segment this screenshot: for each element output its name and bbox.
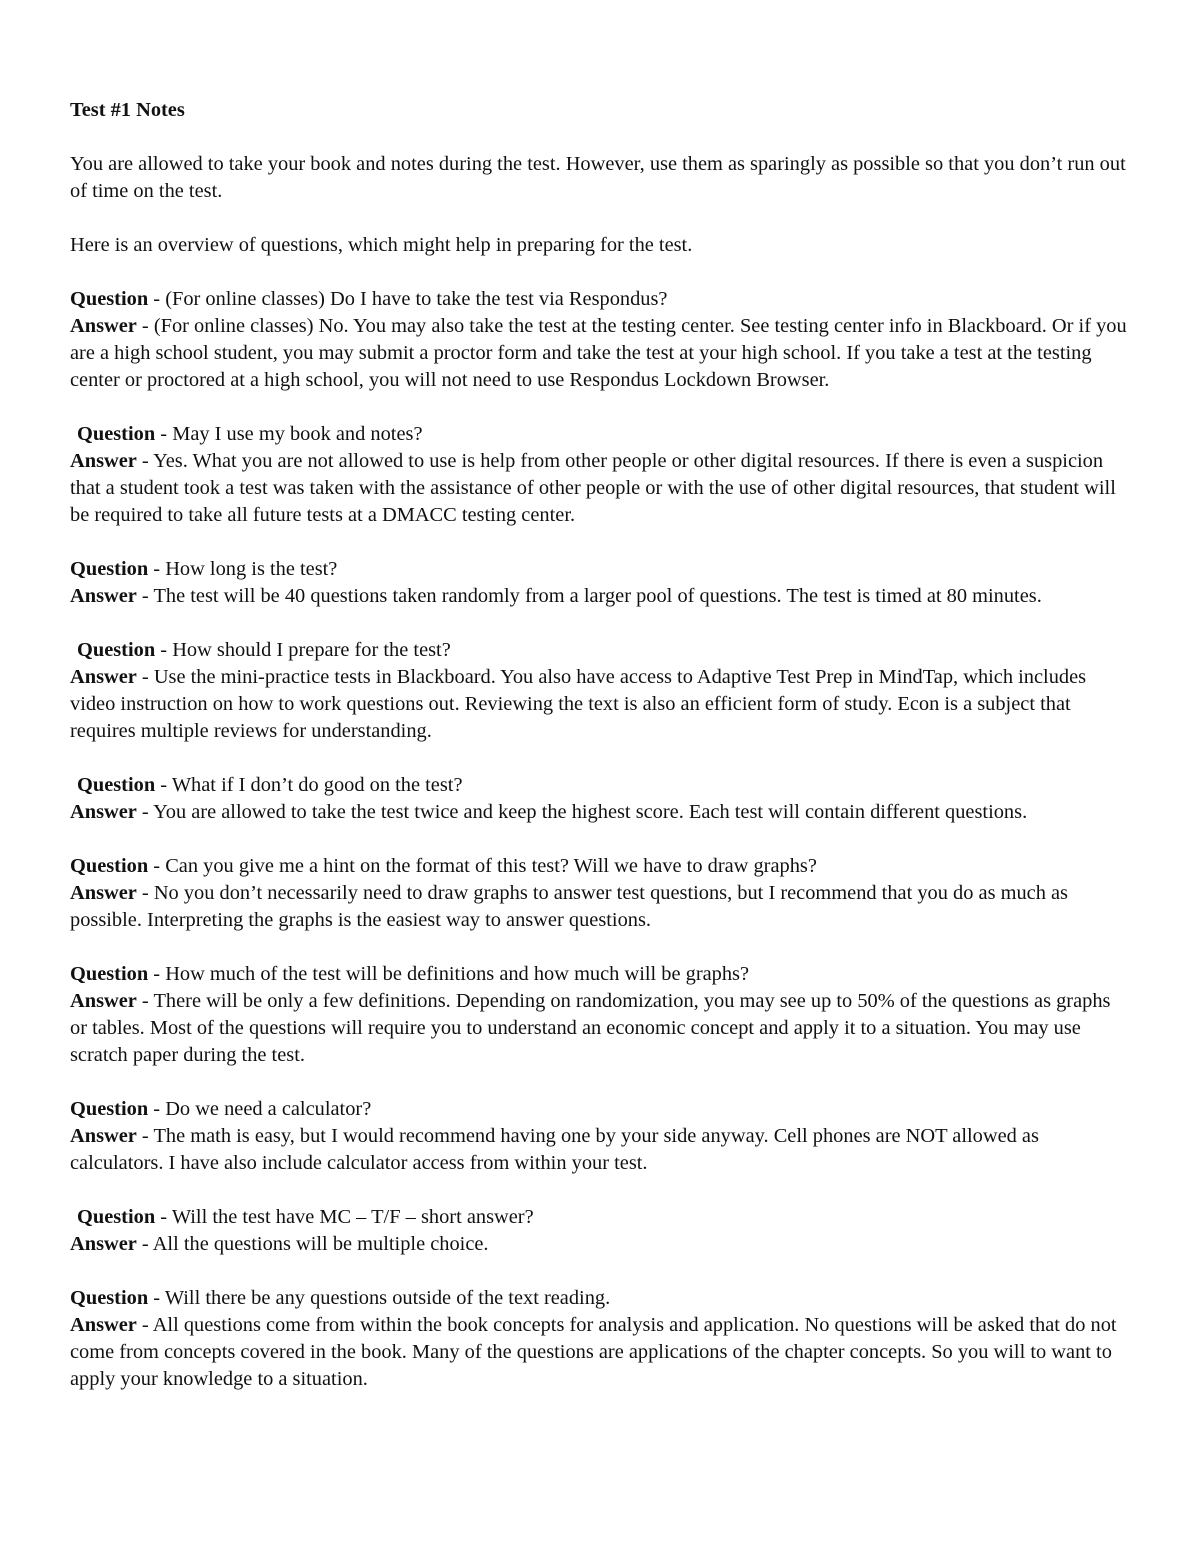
answer-label: Answer xyxy=(70,1125,137,1147)
qa-separator: - xyxy=(155,774,172,796)
question-label: Question xyxy=(77,423,156,445)
question-text: How much of the test will be definitions and how much will be graphs? xyxy=(165,963,750,985)
answer-line xyxy=(70,988,1132,1069)
answer-label: Answer xyxy=(70,315,137,337)
qa-separator: - xyxy=(155,1206,172,1228)
question-label: Question xyxy=(70,1287,149,1309)
qa-item xyxy=(70,637,1132,745)
qa-item xyxy=(70,853,1132,934)
answer-text: All the questions will be multiple choice. xyxy=(152,1233,489,1255)
qa-separator: - xyxy=(155,423,173,445)
question-text: Do we need a calculator? xyxy=(165,1098,372,1120)
qa-separator: - xyxy=(136,990,154,1012)
qa-separator: - xyxy=(136,1125,154,1147)
answer-text: The math is easy, but I would recommend having one by your side anyway. Cell phones are NOT allowed as calculators. I have also include calculator access from within your test. xyxy=(70,1125,1039,1174)
answer-label: Answer xyxy=(70,801,137,823)
answer-line xyxy=(70,799,1132,826)
qa-separator: - xyxy=(136,882,154,904)
answer-text: Use the mini-practice tests in Blackboard. You also have access to Adaptive Test Prep in MindTap, which includes video instruction on how to work questions out. Reviewing the text is also an efficient form of study. Econ is a subject that requires multiple reviews for understanding. xyxy=(70,666,1087,742)
qa-item xyxy=(70,961,1132,1069)
answer-text: You are allowed to take the test twice and keep the highest score. Each test will contain different questions. xyxy=(153,801,1028,823)
question-line xyxy=(70,1204,1132,1231)
question-text: How should I prepare for the test? xyxy=(172,639,451,661)
answer-line xyxy=(70,313,1132,394)
document-page xyxy=(70,97,1132,1420)
qa-separator: - xyxy=(148,288,166,310)
qa-separator: - xyxy=(148,1098,166,1120)
qa-item xyxy=(70,556,1132,610)
answer-line xyxy=(70,1123,1132,1177)
answer-label: Answer xyxy=(70,450,137,472)
answer-label: Answer xyxy=(70,585,137,607)
answer-line xyxy=(70,880,1132,934)
question-text: How long is the test? xyxy=(165,558,338,580)
question-line xyxy=(70,772,1132,799)
intro-paragraph: You are allowed to take your book and notes during the test. However, use them as sparingly as possible so that you don’t run out of time on the test. xyxy=(70,153,1126,202)
answer-label: Answer xyxy=(70,882,137,904)
question-line xyxy=(70,1285,1132,1312)
qa-item xyxy=(70,1204,1132,1258)
answer-line xyxy=(70,583,1132,610)
question-label: Question xyxy=(77,1206,156,1228)
question-text: Can you give me a hint on the format of this test? Will we have to draw graphs? xyxy=(165,855,817,877)
answer-line xyxy=(70,448,1132,529)
qa-separator: - xyxy=(136,1314,153,1336)
answer-text: Yes. What you are not allowed to use is help from other people or other digital resources. If there is even a suspicion that a student took a test was taken with the assistance of other people or with the use of other digital resources, that student will be required to take all future tests at a DMACC testing center. xyxy=(70,450,1116,526)
qa-separator: - xyxy=(148,558,166,580)
answer-label: Answer xyxy=(70,1233,137,1255)
question-line xyxy=(70,853,1132,880)
answer-label: Answer xyxy=(70,1314,137,1336)
question-line xyxy=(70,961,1132,988)
qa-item xyxy=(70,772,1132,826)
qa-item xyxy=(70,1285,1132,1393)
question-line xyxy=(70,286,1132,313)
qa-item xyxy=(70,421,1132,529)
answer-line xyxy=(70,664,1132,745)
answer-text: All questions come from within the book concepts for analysis and application. No questions will be asked that do not come from concepts covered in the book. Many of the questions are applications of the chapter concepts. So you will to want to apply your knowledge to a situation. xyxy=(70,1314,1117,1390)
answer-label: Answer xyxy=(70,990,137,1012)
question-label: Question xyxy=(70,963,149,985)
question-label: Question xyxy=(70,855,149,877)
qa-item xyxy=(70,286,1132,394)
question-line xyxy=(70,1096,1132,1123)
question-label: Question xyxy=(70,1098,149,1120)
question-label: Question xyxy=(77,639,156,661)
answer-line xyxy=(70,1312,1132,1393)
answer-text: The test will be 40 questions taken randomly from a larger pool of questions. The test is timed at 80 minutes. xyxy=(153,585,1042,607)
qa-separator: - xyxy=(148,855,166,877)
qa-separator: - xyxy=(136,666,154,688)
question-line xyxy=(70,637,1132,664)
question-text: What if I don’t do good on the test? xyxy=(171,774,463,796)
question-line xyxy=(70,421,1132,448)
qa-separator: - xyxy=(136,315,154,337)
answer-line xyxy=(70,1231,1132,1258)
qa-separator: - xyxy=(136,801,154,823)
qa-separator: - xyxy=(148,963,166,985)
document-title: Test #1 Notes xyxy=(70,99,185,121)
question-text: Will there be any questions outside of the text reading. xyxy=(164,1287,611,1309)
question-text: Will the test have MC – T/F – short answer? xyxy=(171,1206,534,1228)
answer-text: No you don’t necessarily need to draw graphs to answer test questions, but I recommend that you do as much as possible. Interpreting the graphs is the easiest way to answer questions. xyxy=(70,882,1068,931)
answer-text: (For online classes) No. You may also take the test at the testing center. See testing center info in Blackboard. Or if you are a high school student, you may submit a proctor form and take the test at your high school. If you take a test at the testing center or proctored at a high school, you will not need to use Respondus Lockdown Browser. xyxy=(70,315,1127,391)
question-label: Question xyxy=(70,288,149,310)
question-label: Question xyxy=(70,558,149,580)
answer-text: There will be only a few definitions. Depending on randomization, you may see up to 50% of the questions as graphs or tables. Most of the questions will require you to understand an economic concept and apply it to a situation. You may use scratch paper during the test. xyxy=(70,990,1111,1066)
qa-separator: - xyxy=(136,450,154,472)
answer-label: Answer xyxy=(70,666,137,688)
qa-item xyxy=(70,1096,1132,1177)
qa-separator: - xyxy=(155,639,173,661)
qa-separator: - xyxy=(136,1233,153,1255)
intro-paragraph: Here is an overview of questions, which might help in preparing for the test. xyxy=(70,234,693,256)
qa-separator: - xyxy=(136,585,154,607)
question-text: May I use my book and notes? xyxy=(172,423,423,445)
question-label: Question xyxy=(77,774,156,796)
question-text: (For online classes) Do I have to take the test via Respondus? xyxy=(165,288,668,310)
question-line xyxy=(70,556,1132,583)
qa-separator: - xyxy=(148,1287,165,1309)
